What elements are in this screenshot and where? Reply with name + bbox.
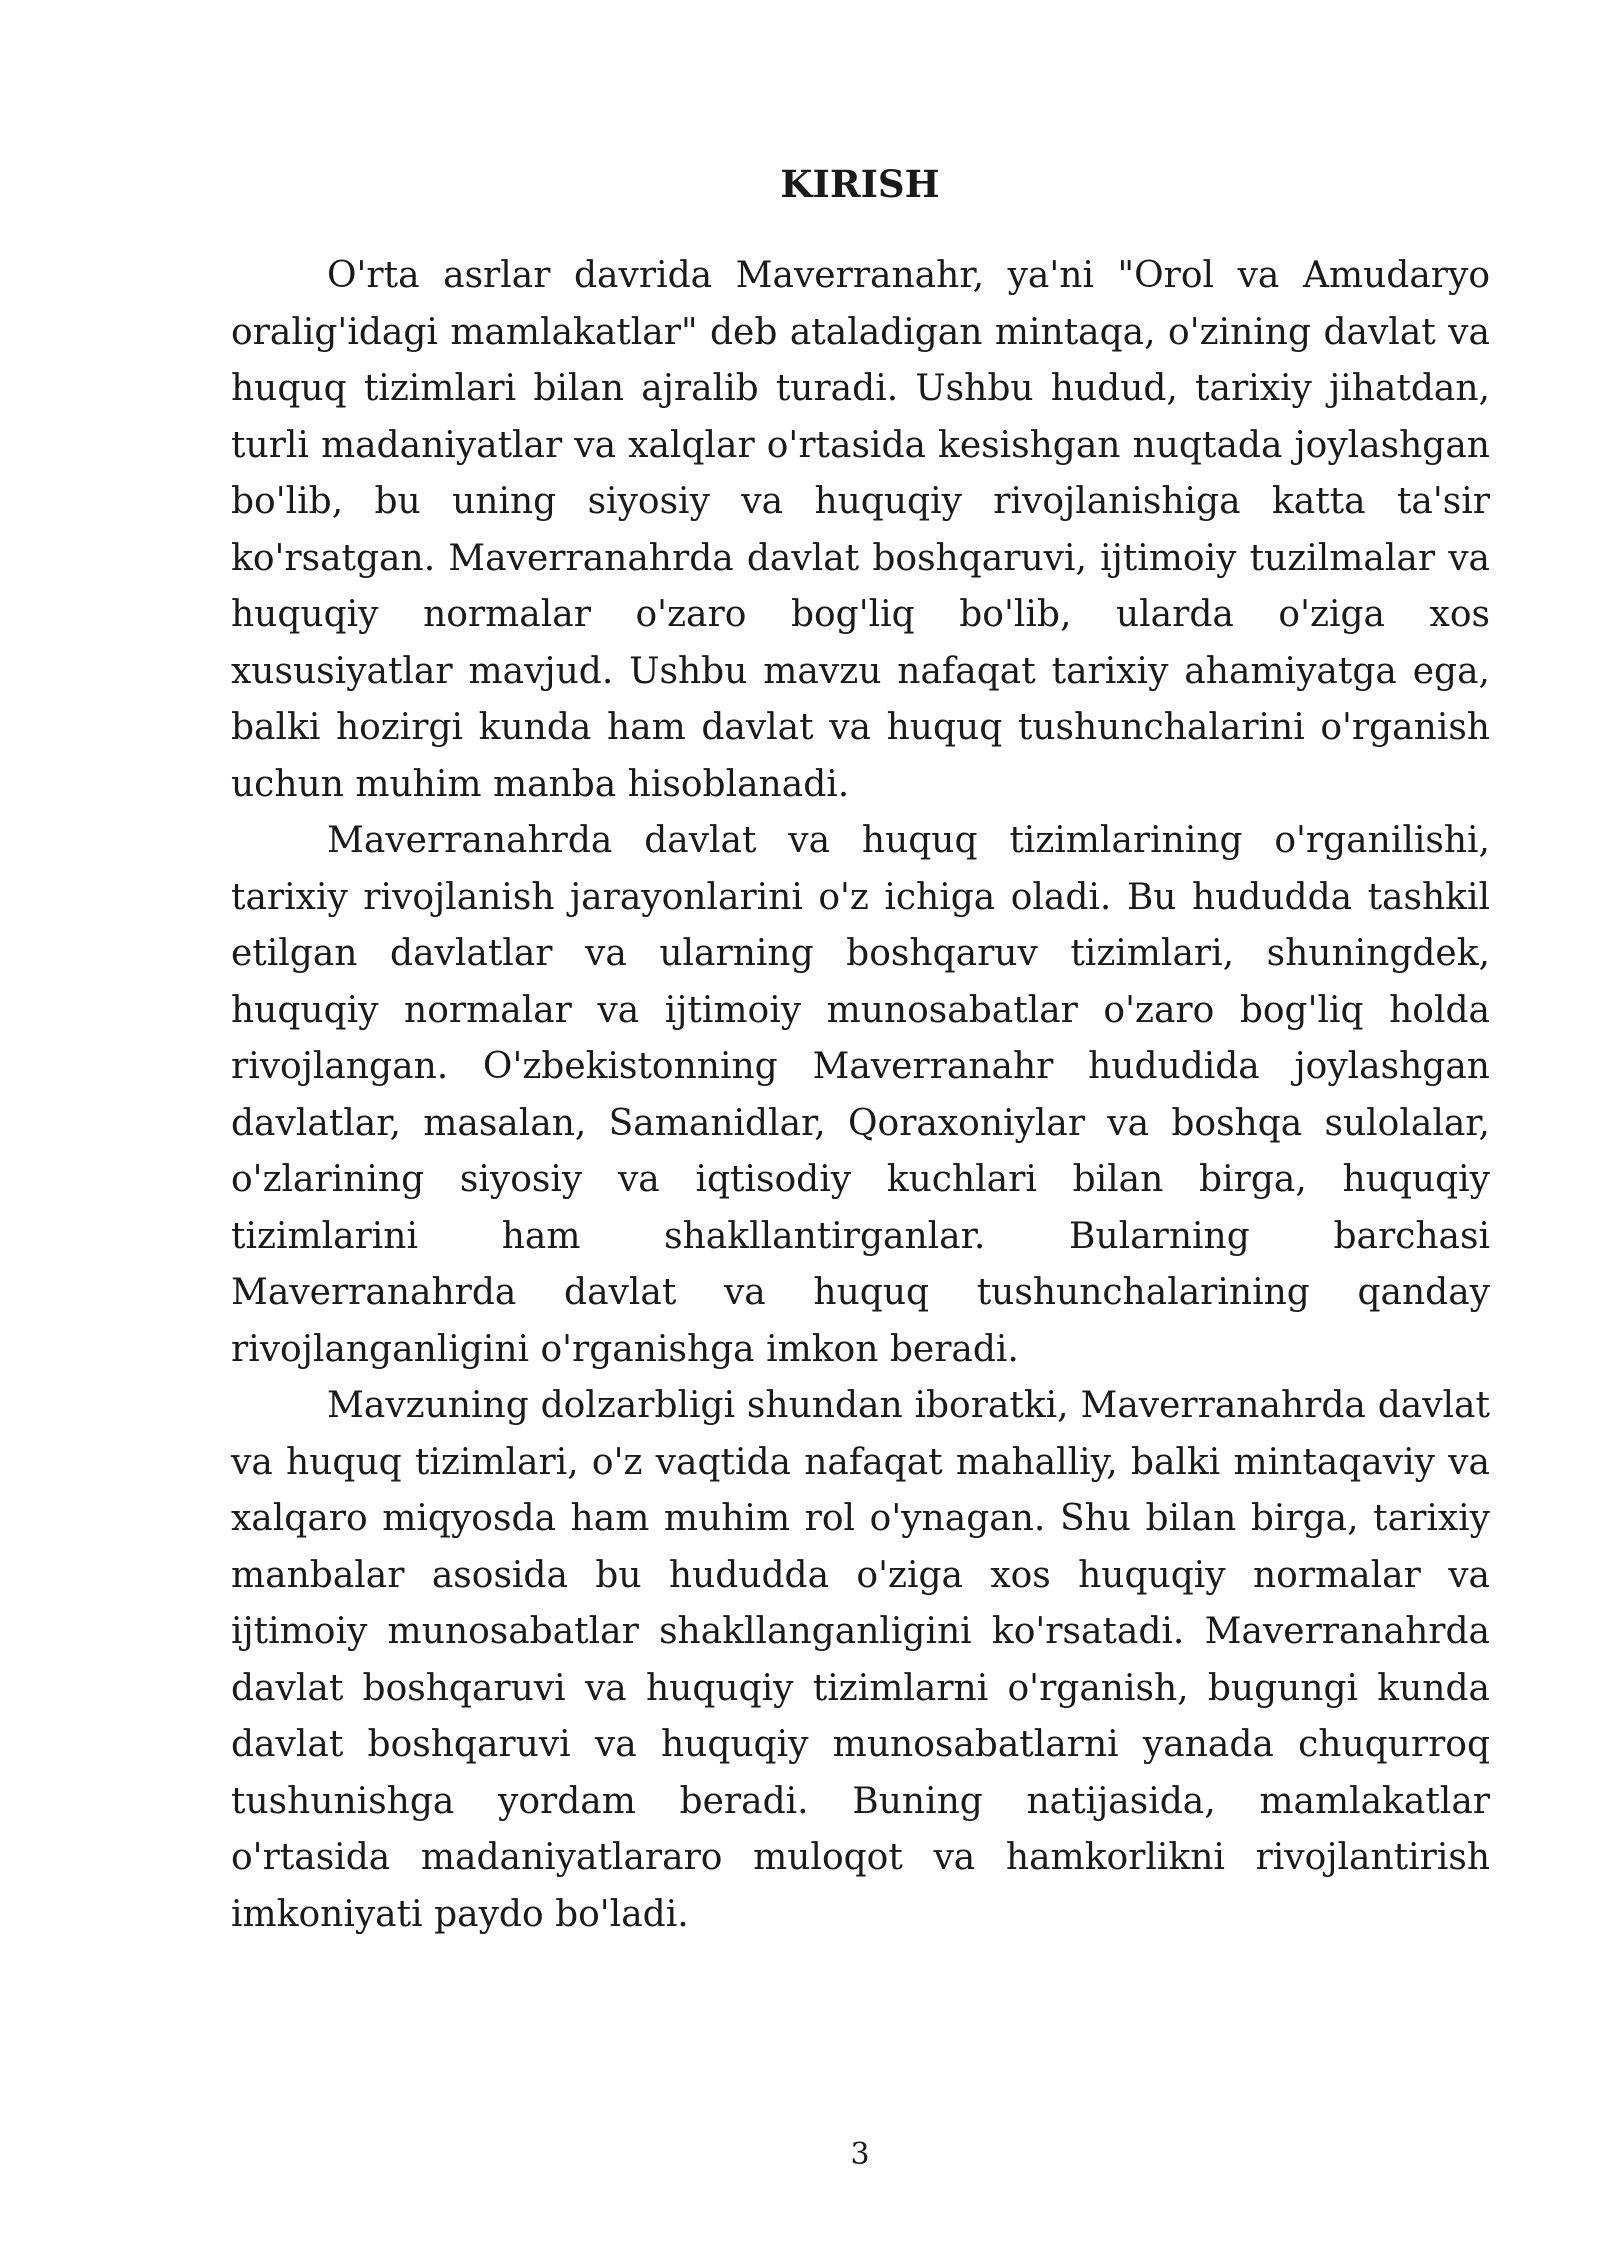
paragraph-2: Maverranahrda davlat va huquq tizimlarining o'rganilishi, tarixiy rivojlanish jarayonlarini o'z ichiga oladi. Bu hududda tashkil etilgan davlatlar va ularning boshqaruv tizimlari, shuningdek, huquqiy normalar va ijtimoiy munosabatlar o'zaro bog'liq holda rivojlangan. O'zbekistonning Maverranahr hududida joylashgan davlatlar, masalan, Samanidlar, Qoraxoniylar va boshqa sulolalar, o'zlarining siyosiy va iqtisodiy kuchlari bilan birga, huquqiy tizimlarini ham shakllantirganlar. Bularning barchasi Maverranahrda davlat va huquq tushunchalarining qanday rivojlanganligini o'rganishga imkon beradi. [231,820,1490,1370]
paragraph-1: O'rta asrlar davrida Maverranahr, ya'ni "Orol va Amudaryo oralig'idagi mamlakatlar" deb ataladigan mintaqa, o'zining davlat va huquq tizimlari bilan ajralib turadi. Ushbu hudud, tarixiy jihatdan, turli madaniyatlar va xalqlar o'rtasida kesishgan nuqtada joylashgan bo'lib, bu uning siyosiy va huquqiy rivojlanishiga katta ta'sir ko'rsatgan. Maverranahrda davlat boshqaruvi, ijtimoiy tuzilmalar va huquqiy normalar o'zaro bog'liq bo'lib, ularda o'ziga xos xususiyatlar mavjud. Ushbu mavzu nafaqat tarixiy ahamiyatga ega, balki hozirgi kunda ham davlat va huquq tushunchalarini o'rganish uchun muhim manba hisoblanadi. [231,255,1490,805]
section-title: KIRISH [780,162,940,206]
paragraph-3: Mavzuning dolzarbligi shundan iboratki, Maverranahrda davlat va huquq tizimlari, o'z vaqtida nafaqat mahalliy, balki mintaqaviy va xalqaro miqyosda ham muhim rol o'ynagan. Shu bilan birga, tarixiy manbalar asosida bu hududda o'ziga xos huquqiy normalar va ijtimoiy munosabatlar shakllanganligini ko'rsatadi. Maverranahrda davlat boshqaruvi va huquqiy tizimlarni o'rganish, bugungi kunda davlat boshqaruvi va huquqiy munosabatlarni yanada chuqurroq tushunishga yordam beradi. Buning natijasida, mamlakatlar o'rtasida madaniyatlararo muloqot va hamkorlikni rivojlantirish imkoniyati paydo bo'ladi. [231,1385,1490,1935]
page-number: 3 [850,2137,870,2172]
body-text [231,248,1490,1943]
